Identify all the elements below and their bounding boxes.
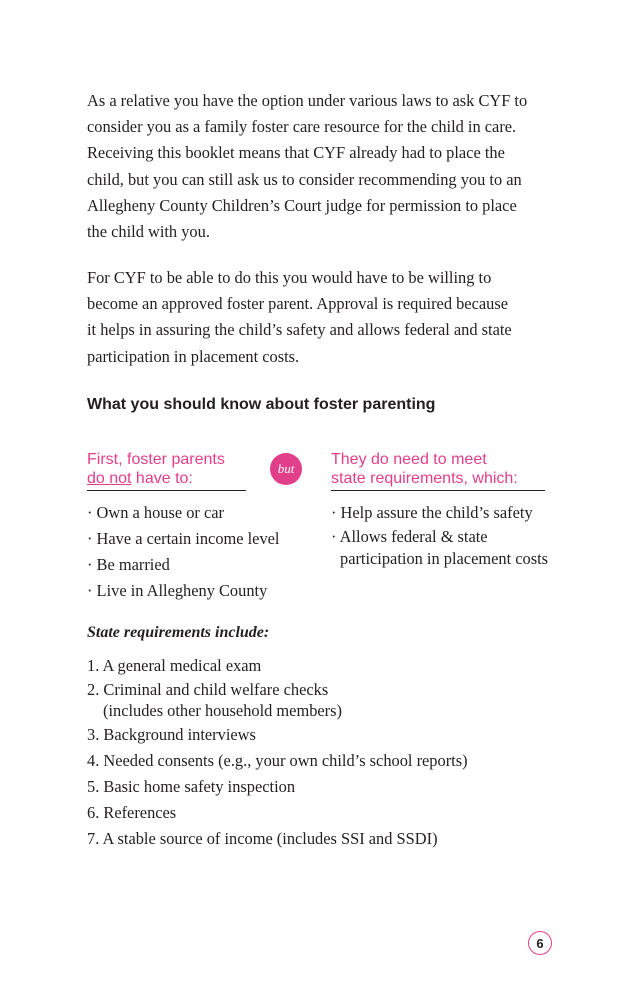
list-item: · Be married (87, 555, 170, 574)
right-header-line1: They do need to meet (331, 451, 487, 468)
list-item: · Own a house or car (87, 503, 224, 522)
list-item: · Help assure the child’s safety (331, 503, 533, 522)
left-column-header (87, 450, 225, 488)
list-item: · Have a certain income level (87, 529, 280, 548)
text-line: the child with you. (87, 222, 210, 242)
left-header-line2 (87, 469, 225, 488)
but-label: but (277, 461, 295, 476)
section-heading: What you should know about foster parenting (87, 396, 436, 413)
left-header-line1: First, foster parents (87, 451, 225, 468)
right-header-rule (331, 490, 545, 491)
intro-paragraph-2 (87, 265, 567, 370)
page-number: 6 (528, 931, 552, 955)
text-line: participation in placement costs. (87, 346, 300, 366)
text-line: child, but you can still ask us to consider recommending you to an (87, 169, 522, 189)
do-not-emphasis: do not (87, 470, 132, 487)
list-item: · Live in Allegheny County (87, 581, 268, 600)
but-badge (270, 453, 302, 485)
state-requirements-list (87, 653, 468, 852)
left-header-rest: have to: (131, 470, 193, 487)
right-column-header (331, 450, 518, 488)
list-item: 1. A general medical exam (87, 656, 262, 675)
text-line: Receiving this booklet means that CYF already had to place the (87, 143, 505, 163)
list-item: 3. Background interviews (87, 725, 256, 744)
text-line: consider you as a family foster care resource for the child in care. (87, 117, 517, 137)
text-line: As a relative you have the option under various laws to ask CYF to (87, 91, 528, 110)
text-line: it helps in assuring the child’s safety and allows federal and state (87, 320, 512, 340)
state-requirements-title: State requirements include: (87, 624, 270, 641)
list-item-continuation: (includes other household members) (103, 701, 342, 720)
list-item: 6. References (87, 803, 177, 822)
list-item: participation in placement costs (340, 549, 549, 568)
requirements-purpose-list (331, 500, 548, 570)
text-line: For CYF to be able to do this you would have to be willing to (87, 268, 492, 287)
text-line: Allegheny County Children’s Court judge for permission to place (87, 195, 517, 215)
text-line: become an approved foster parent. Approval is required because (87, 294, 508, 314)
not-required-list (87, 500, 280, 604)
right-header-line2: state requirements, which: (331, 470, 518, 487)
list-item: 5. Basic home safety inspection (87, 777, 296, 796)
list-item: 7. A stable source of income (includes SSI and SSDI) (87, 829, 438, 848)
intro-paragraph-1 (87, 88, 567, 245)
left-header-rule (87, 490, 246, 491)
list-item: · Allows federal & state (331, 527, 488, 546)
list-item: 2. Criminal and child welfare checks (87, 680, 329, 699)
list-item: 4. Needed consents (e.g., your own child’s school reports) (87, 751, 468, 770)
